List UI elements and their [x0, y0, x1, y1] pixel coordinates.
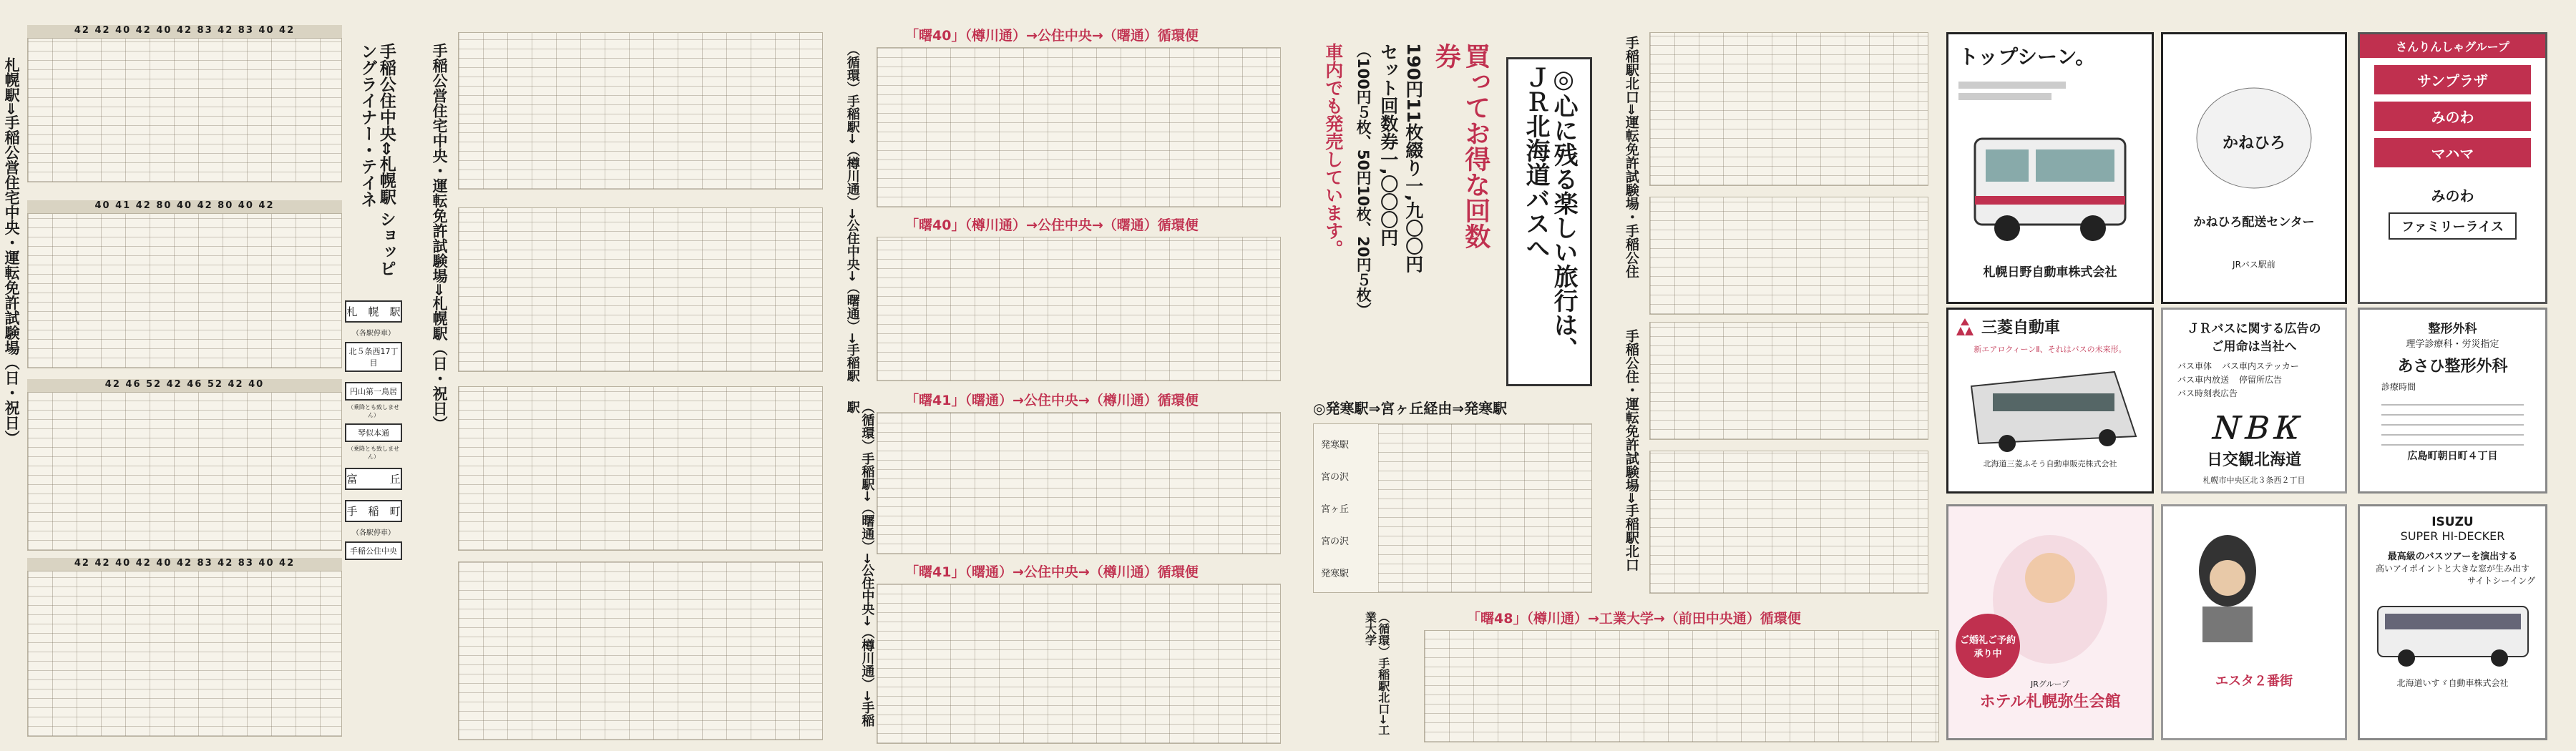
route-label: 「曙40」（樽川通）→公住中央→（曙通）循環便 [905, 217, 1199, 233]
nikko-item: バス車内ステッカー [2222, 361, 2299, 371]
sanrin-mahme: マハマ [2374, 138, 2531, 167]
hassamu-stop: 宮ヶ丘 [1321, 504, 1350, 515]
isuzu-copy3: サイトシーイング [2467, 576, 2535, 586]
right-timetable-4 [1649, 451, 1928, 594]
stop-note: （各駅停車） [352, 529, 395, 537]
ad-esta [2161, 504, 2347, 740]
kanehiro-sub: JRバス駅前 [2233, 260, 2275, 270]
loop-table-1 [877, 25, 1281, 204]
stop-note: （乗降とも致しません） [348, 446, 399, 460]
loop-table-4 [877, 561, 1281, 740]
stop: 北５条西17丁目 [345, 342, 402, 372]
route-label: 「曙41」（曙通）→公住中央→（樽川通）循環便 [905, 564, 1199, 580]
right-timetable-2 [1649, 197, 1928, 315]
esta-line: エスタ２番街 [2215, 674, 2293, 689]
ad-company: 札幌日野自動車株式会社 [1983, 265, 2117, 280]
left-timetable-4 [27, 558, 342, 737]
table-header: 42 42 40 42 40 42 83 42 83 40 42 [27, 25, 342, 38]
stop: 富 丘 [345, 468, 402, 490]
kanehiro-center: かねひろ配送センター [2193, 215, 2315, 230]
nikko-title: ＪＲバスに関する広告の [2187, 322, 2321, 336]
route-label: 「曙48」（樽川通）→工業大学→（前田中央通）循環便 [1467, 611, 1801, 627]
ticket-line: 190円11枚綴り一,九〇〇円 [1402, 43, 1424, 273]
nikko-item: バス時刻表広告 [2177, 388, 2238, 398]
stop-note: （各駅停車） [352, 330, 395, 338]
asahi-name: あさひ整形外科 [2397, 358, 2508, 376]
stop: 手稲公住中央 [345, 541, 402, 560]
ad-nikko [2161, 308, 2347, 494]
stop: 円山第一鳥居 [345, 382, 402, 401]
asahi-addr: 広島町朝日町４丁目 [2407, 451, 2498, 462]
right-heading: 手稲駅北口⇒運転免許試験場・手稲公住 [1623, 36, 1639, 278]
mid-timetable-1 [458, 32, 823, 190]
asahi-dept2: 理学診療科・労災指定 [2406, 339, 2499, 350]
slogan-box [1506, 57, 1592, 386]
middle-heading: 手稲公営住宅中央・運転免許試験場⇒札幌駅（日・祝日） [431, 43, 449, 431]
left-timetable-1 [27, 25, 342, 182]
asahi-hours: 診療時間 [2381, 382, 2416, 392]
right-timetable-1 [1649, 32, 1928, 186]
hassamu-stop: 宮の沢 [1321, 536, 1350, 547]
bus-image [1957, 358, 2143, 458]
nikko-item: バス車体 [2177, 361, 2212, 371]
stop: 琴似本通 [345, 423, 402, 442]
left-timetable-2 [27, 200, 342, 368]
nikko-address: 札幌市中央区北３条西２丁目 [2202, 476, 2306, 485]
left-heading: 札幌駅⇒手稲公営住宅中央・運転免許試験場（日・祝日） [3, 57, 21, 446]
sanrin-mw2: みのわ [2431, 187, 2474, 205]
ticket-line: （100円５枚、50円10枚、20円５枚） [1355, 43, 1372, 318]
hotel-name: ホテル札幌弥生会館 [1979, 693, 2121, 711]
nikko-company: 日交観北海道 [2206, 451, 2301, 469]
table-header: 42 42 40 42 40 42 83 42 83 40 42 [27, 558, 342, 571]
hassamu-stop: 宮の沢 [1321, 472, 1350, 483]
loop-heading-a: （循環）手稲駅→（樽川通）→公住中央→（曙通）→手稲駅 [844, 43, 860, 383]
loop-heading-b: （循環）手稲駅→（曙通）→公住中央→（樽川通）→手稲駅 [844, 401, 875, 727]
kanehiro-brand: かねひろ [2222, 134, 2285, 152]
nikko-item: 停留所広告 [2239, 375, 2283, 385]
ad-isuzu [2358, 504, 2547, 740]
stop-list [345, 300, 402, 560]
sanrin-brand: さんりんしゃグループ [2360, 34, 2545, 58]
asahi-dept: 整形外科 [2428, 322, 2477, 336]
bottom-route-vertical: （循環）手稲駅北口→工業大学 [1363, 612, 1390, 736]
bottom-route-table [1424, 608, 1939, 740]
mid-timetable-3 [458, 386, 823, 551]
sanrin-minowa: みのわ [2374, 102, 2531, 131]
ticket-line: セット回数券一,〇〇〇円 [1377, 43, 1399, 247]
ad-sanrin [2358, 32, 2547, 304]
nikko-title2: ご用命は当社へ [2211, 340, 2297, 354]
mid-timetable-2 [458, 207, 823, 372]
model-image [2185, 528, 2270, 642]
hotel-badge: ご婚礼ご予約承り中 [1956, 614, 2020, 678]
hassamu-stop: 発寒駅 [1321, 440, 1350, 451]
isuzu-model: SUPER HI-DECKER [2400, 529, 2505, 543]
stop-note: （乗降とも致しません） [348, 404, 399, 418]
ad-mitsubishi [1946, 308, 2154, 494]
stop: 手 稲 町 [345, 500, 402, 522]
hassamu-table [1313, 397, 1592, 590]
loop-table-2 [877, 215, 1281, 379]
route-label: 「曙40」（樽川通）→公住中央→（曙通）循環便 [905, 28, 1199, 44]
isuzu-company: 北海道いすゞ自動車株式会社 [2396, 678, 2509, 688]
isuzu-copy: 最高級のバスツアーを演出する [2387, 551, 2518, 562]
sanrin-sun: サンプラザ [2374, 65, 2531, 94]
ad-kanehiro [2161, 32, 2347, 304]
right-heading-b: 手稲公住・運転免許試験場⇒手稲駅北口 [1623, 329, 1639, 571]
ad-title: トップシーン。 [1958, 45, 2096, 69]
ad-asahi [2358, 308, 2547, 494]
loop-table-3 [877, 390, 1281, 551]
mitsubishi-title: 三菱自動車 [1981, 319, 2061, 337]
stop: 札 幌 駅 [345, 300, 402, 323]
hotel-group: JRグループ [2030, 679, 2069, 689]
nikko-item: バス車内放送 [2177, 375, 2230, 385]
table-header: 42 46 52 42 46 52 42 40 [27, 379, 342, 392]
mitsubishi-icon [1954, 317, 1976, 337]
mitsubishi-company: 北海道三菱ふそう自動車販売株式会社 [1983, 459, 2117, 468]
hassamu-title: ◎発寒駅⇒宮ヶ丘経由⇒発寒駅 [1313, 400, 1507, 417]
hassamu-stop: 発寒駅 [1321, 569, 1350, 579]
nikko-logo: ＮＢＫ [2208, 411, 2299, 446]
route-title: 手稲公住中央⇔札幌駅 ショッピングライナー・テイネ [358, 43, 396, 277]
bus-image [2371, 592, 2535, 671]
ticket-line: 車内でも発売しています。 [1322, 43, 1344, 257]
sanrin-family: ファミリーライス [2389, 212, 2517, 240]
ticket-title: 買ってお得な回数券 [1431, 43, 1491, 249]
table-header: 40 41 42 80 40 42 80 40 42 [27, 200, 342, 213]
slogan: ◎心に残る楽しい旅行は、ＪＲ北海道バスへ [1521, 65, 1579, 361]
ad-topscene [1946, 32, 2154, 304]
right-timetable-3 [1649, 322, 1928, 440]
mitsubishi-slogan: 新エアロクィーンⅡ、それはバスの未来形。 [1974, 345, 2127, 354]
mid-timetable-4 [458, 561, 823, 740]
isuzu-brand: ISUZU [2431, 515, 2474, 529]
isuzu-copy2: 高いアイポイントと大きな窓が生み出す [2376, 564, 2529, 574]
bus-image [1957, 110, 2143, 253]
left-timetable-3 [27, 379, 342, 551]
route-label: 「曙41」（曙通）→公住中央→（樽川通）循環便 [905, 393, 1199, 408]
ad-hotel [1946, 504, 2154, 740]
